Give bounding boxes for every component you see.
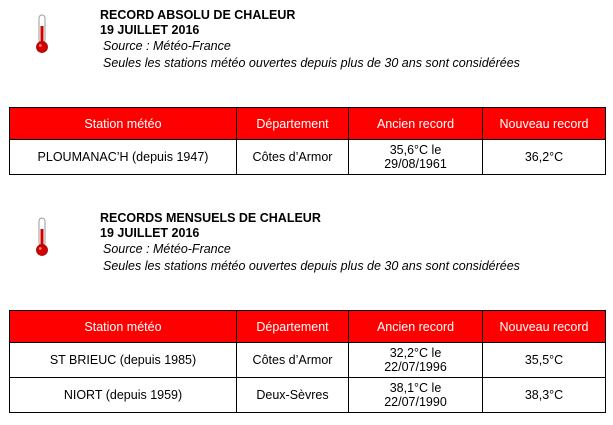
table-row: [10, 378, 606, 413]
table-header-row: [10, 311, 606, 343]
note-text: Seules les stations météo ouvertes depuis plus de 30 ans sont considérées: [103, 56, 520, 70]
cell-nouveau-record: 38,3°C: [483, 378, 606, 413]
header-station: Station météo: [10, 311, 237, 343]
section-title: RECORD ABSOLU DE CHALEUR: [100, 8, 296, 22]
header-nouveau-record: Nouveau record: [483, 108, 606, 140]
cell-station: ST BRIEUC (depuis 1985): [10, 343, 237, 378]
section-date: 19 JUILLET 2016: [100, 226, 200, 240]
source-text: Source : Météo-France: [103, 39, 231, 53]
section-date: 19 JUILLET 2016: [100, 23, 200, 37]
ancien-record-date: 29/08/1961: [384, 157, 447, 171]
thermometer-icon: [30, 217, 54, 257]
cell-ancien-record: [349, 343, 483, 378]
ancien-record-value: 35,6°C le: [389, 143, 442, 157]
note-text: Seules les stations météo ouvertes depuis plus de 30 ans sont considérées: [103, 259, 520, 273]
header-ancien-record: Ancien record: [349, 108, 483, 140]
header-ancien-record: Ancien record: [349, 311, 483, 343]
cell-ancien-record: [349, 378, 483, 413]
cell-ancien-record: [349, 140, 483, 175]
ancien-record-date: 22/07/1996: [384, 360, 447, 374]
cell-nouveau-record: 35,5°C: [483, 343, 606, 378]
header-departement: Département: [237, 311, 349, 343]
table-header-row: [10, 108, 606, 140]
thermometer-icon: [30, 14, 54, 54]
record-table: [9, 107, 606, 175]
cell-station: NIORT (depuis 1959): [10, 378, 237, 413]
header-station: Station météo: [10, 108, 237, 140]
cell-departement: Côtes d’Armor: [237, 140, 349, 175]
cell-station: PLOUMANAC’H (depuis 1947): [10, 140, 237, 175]
header-departement: Département: [237, 108, 349, 140]
section-header: [100, 211, 520, 275]
table-row: [10, 343, 606, 378]
cell-departement: Côtes d’Armor: [237, 343, 349, 378]
ancien-record-value: 32,2°C le: [389, 346, 442, 360]
section-header: [100, 8, 520, 72]
header-nouveau-record: Nouveau record: [483, 311, 606, 343]
record-table: [9, 310, 606, 413]
cell-nouveau-record: 36,2°C: [483, 140, 606, 175]
ancien-record-date: 22/07/1990: [384, 395, 447, 409]
section-title: RECORDS MENSUELS DE CHALEUR: [100, 211, 321, 225]
cell-departement: Deux-Sèvres: [237, 378, 349, 413]
source-text: Source : Météo-France: [103, 242, 231, 256]
table-row: [10, 140, 606, 175]
ancien-record-value: 38,1°C le: [389, 381, 442, 395]
